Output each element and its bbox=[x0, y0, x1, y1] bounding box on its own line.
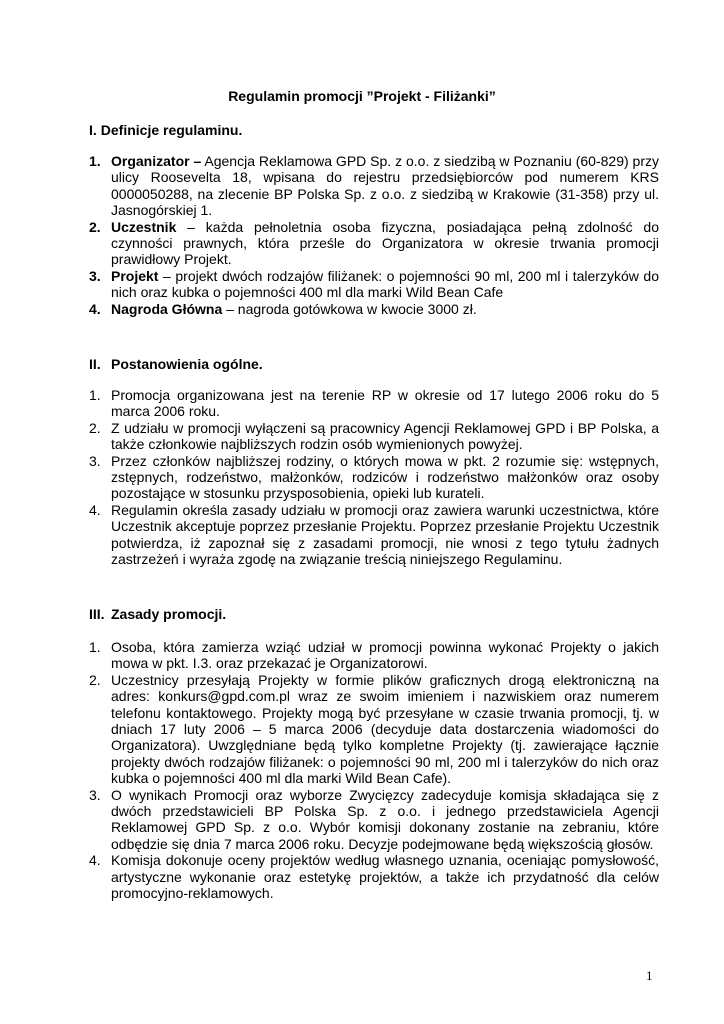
defined-term: Projekt bbox=[111, 267, 159, 284]
list-item bbox=[89, 453, 659, 502]
item-number: 1. bbox=[89, 153, 101, 169]
defined-term: Nagroda Główna bbox=[111, 300, 223, 317]
item-text: Uczestnicy przesyłają Projekty w formie plików graficznych drogą elektroniczną na adres: konkurs@gpd.com.pl wraz ze swoim imieniem i nazwiskiem oraz numerem telefonu kontaktowego. Projekty mogą być przesyłane w czasie trwania promocji, tj. w dniach 17 luty 2006 – 5 marca 2006 (decyduje data dostarczenia wiadomości do Organizatora). Uwzględniane będą tylko kompletne Projekty (tj. zawierające łącznie projekty dwóch rodzajów filiżanek: o pojemności 90 ml, 200 ml i talerzyków do nich oraz kubka o pojemności 400 ml dla marki Wild Bean Cafe). bbox=[111, 671, 659, 787]
list-item bbox=[89, 787, 659, 853]
list-item bbox=[89, 219, 659, 268]
item-text: O wynikach Promocji oraz wyborze Zwycięzcy zadecyduje komisja składająca się z dwóch przedstawicieli BP Polska Sp. z o.o. i jednego przedstawiciela Agencji Reklamowej GPD Sp. z o.o. Wybór komisji dokonany zostanie na zebraniu, które odbędzie się dnia 7 marca 2006 roku. Decyzje podejmowane będą większością głosów. bbox=[111, 786, 659, 852]
general-provisions-list bbox=[89, 387, 659, 567]
list-item bbox=[89, 502, 659, 568]
section-number: III. bbox=[89, 606, 105, 622]
defined-term: Organizator – bbox=[111, 153, 202, 169]
item-text: Z udziału w promocji wyłączeni są pracownicy Agencji Reklamowej GPD i BP Polska, a także członkowie najbliższych rodzin osób wymienionych powyżej. bbox=[111, 419, 659, 453]
item-number: 1. bbox=[89, 639, 101, 655]
section-number: I. bbox=[89, 122, 97, 138]
list-item bbox=[89, 301, 659, 317]
section-title: Definicje regulaminu. bbox=[100, 122, 243, 138]
item-text: Agencja Reklamowa GPD Sp. z o.o. z siedzibą w Poznaniu (60-829) przy ulicy Roosevelta 18, wpisana do rejestru przedsiębiorców pod numerem KRS 0000050288, na zlecenie BP Polska Sp. z o.o. z siedzibą w Krakowie (31-358) przy ul. Jasnogórskiej 1. bbox=[111, 153, 659, 219]
item-number: 1. bbox=[89, 387, 101, 403]
list-item bbox=[89, 852, 659, 901]
page-number: 1 bbox=[646, 968, 653, 983]
item-number: 3. bbox=[89, 267, 101, 284]
item-text: – każda pełnoletnia osoba fizyczna, posiadająca pełną zdolność do czynności prawnych, która prześle do Organizatora w okresie trwania promocji prawidłowy Projekt. bbox=[111, 218, 659, 268]
item-text: Komisja dokonuje oceny projektów według własnego uznania, oceniając pomysłowość, artystyczne wykonanie oraz estetykę projektów, a także ich przydatność dla celów promocyjno-reklamowych. bbox=[111, 852, 659, 902]
promotion-rules-list bbox=[89, 639, 659, 902]
item-text: Promocja organizowana jest na terenie RP w okresie od 17 lutego 2006 roku do 5 marca 2006 roku. bbox=[111, 387, 659, 420]
item-number: 2. bbox=[89, 218, 101, 235]
document-title: Regulamin promocji ”Projekt - Filiżanki” bbox=[228, 88, 496, 104]
item-number: 3. bbox=[89, 452, 101, 469]
item-text: Przez członków najbliższej rodziny, o których mowa w pkt. 2 rozumie się: wstępnych, zstępnych, rodzeństwo, małżonków, rodziców i rodzeństwo małżonków oraz osoby pozostające w stosunku przysposobienia, opieki lub kurateli. bbox=[111, 452, 659, 502]
list-item bbox=[89, 387, 659, 420]
item-number: 4. bbox=[89, 501, 101, 518]
section-number: II. bbox=[89, 356, 101, 372]
list-item bbox=[89, 268, 659, 301]
list-item bbox=[89, 153, 659, 219]
section-heading-2 bbox=[89, 356, 263, 372]
item-number: 3. bbox=[89, 786, 101, 803]
item-number: 4. bbox=[89, 300, 101, 317]
item-text: Osoba, która zamierza wziąć udział w promocji powinna wykonać Projekty o jakich mowa w pkt. I.3. oraz przekazać je Organizatorowi. bbox=[111, 639, 659, 672]
section-heading-3 bbox=[89, 606, 226, 622]
list-item bbox=[89, 672, 659, 787]
item-text: Regulamin określa zasady udziału w promocji oraz zawiera warunki uczestnictwa, które Uczestnik akceptuje poprzez przesłanie Projektu. Poprzez przesłanie Projektu Uczestnik potwierdza, iż zapoznał się z zasadami promocji, nie wnosi z tego tytułu żadnych zastrzeżeń i wyraża zgodę na związanie treścią niniejszego Regulaminu. bbox=[111, 501, 659, 568]
list-item bbox=[89, 420, 659, 453]
item-number: 2. bbox=[89, 671, 101, 688]
defined-term: Uczestnik bbox=[111, 218, 177, 235]
section-title: Zasady promocji. bbox=[111, 606, 227, 622]
definitions-list bbox=[89, 153, 659, 317]
list-item bbox=[89, 639, 659, 672]
item-text: – projekt dwóch rodzajów filiżanek: o pojemności 90 ml, 200 ml i talerzyków do nich oraz kubka o pojemności 400 ml dla marki Wild Bean Cafe bbox=[111, 267, 659, 301]
section-heading-1 bbox=[89, 122, 242, 138]
item-text: – nagroda gotówkowa w kwocie 3000 zł. bbox=[222, 300, 477, 317]
item-number: 2. bbox=[89, 419, 101, 436]
section-title: Postanowienia ogólne. bbox=[111, 356, 263, 372]
item-number: 4. bbox=[89, 852, 101, 869]
